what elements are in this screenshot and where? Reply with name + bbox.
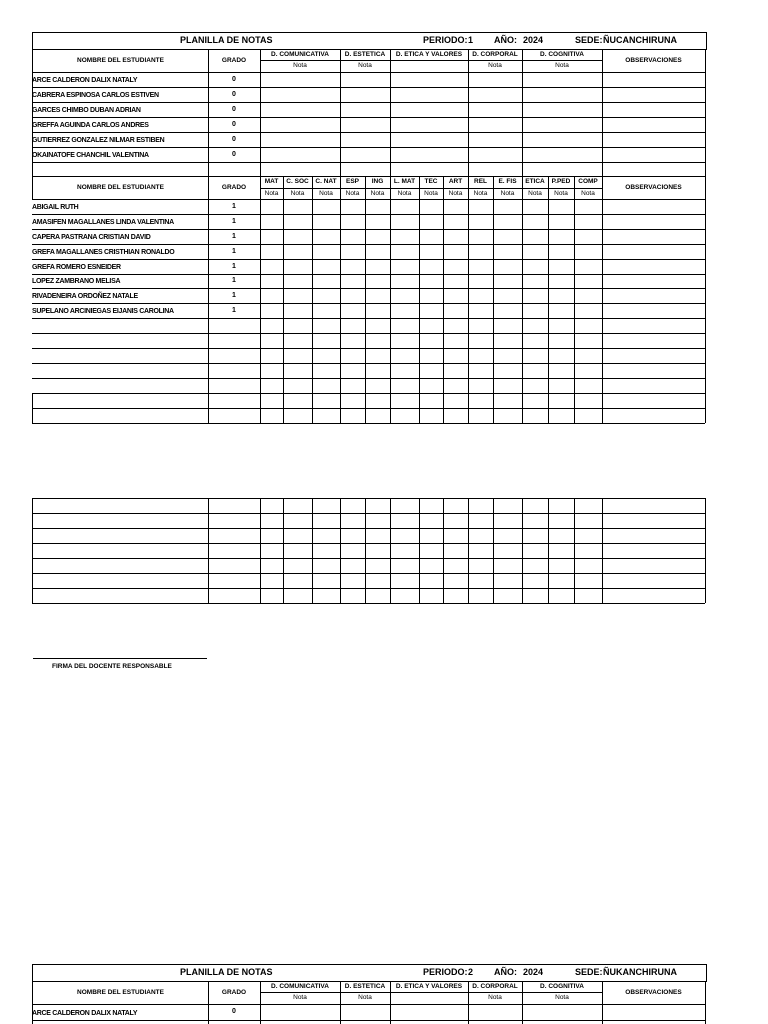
grid-hline	[32, 303, 705, 304]
student-name: GREFFA AGUINDA CARLOS ANDRES	[32, 122, 149, 129]
student-name: GREFA MAGALLANES CRISTHIAN RONALDO	[32, 249, 175, 256]
grid-hline	[260, 60, 602, 61]
grid-vline	[283, 176, 284, 423]
student-grade: 1	[232, 248, 236, 255]
dimension-comunicativa: D. COMUNICATIVA	[271, 983, 329, 991]
dimension-etica: D. ETICA Y VALORES	[395, 983, 463, 991]
student-grade: 0	[232, 151, 236, 158]
grid-vline	[493, 498, 494, 603]
grid-vline	[468, 49, 469, 176]
grid-vline	[468, 498, 469, 603]
observations-header: OBSERVACIONES	[625, 988, 682, 996]
observations-header: OBSERVACIONES	[625, 183, 682, 191]
grid-hline	[260, 188, 602, 189]
subject-etica: ETICA	[525, 178, 545, 186]
grid-vline	[419, 498, 420, 603]
grid-hline	[32, 378, 705, 379]
grid-hline	[32, 132, 705, 133]
grid-vline	[390, 49, 391, 176]
grid-vline	[365, 176, 366, 423]
grid-vline	[32, 393, 33, 423]
student-grade: 1	[232, 277, 236, 284]
nota-comunicativa: Nota	[293, 993, 307, 1001]
nota-label: Nota	[424, 189, 438, 197]
nota-label: Nota	[397, 189, 412, 197]
student-grade: 1	[232, 292, 236, 299]
grid-vline	[602, 49, 603, 176]
grid-vline	[705, 981, 706, 1024]
nota-label: Nota	[264, 189, 279, 197]
grid-vline	[574, 176, 575, 423]
student-name: GARCES CHIMBO DUBAN ADRIAN	[32, 107, 141, 114]
nota-corporal: Nota	[488, 61, 502, 69]
student-name: ARCE CALDERON DALIX NATALY	[32, 1010, 138, 1017]
nota-cognitiva: Nota	[555, 993, 569, 1001]
grid-vline	[32, 498, 33, 603]
student-grade: 0	[232, 121, 236, 128]
grid-vline	[208, 49, 209, 176]
periodo-label: PERIODO:	[423, 35, 468, 45]
student-name: SUPELANO ARCINIEGAS EIJANIS CAROLINA	[32, 308, 174, 315]
grid-hline	[32, 603, 705, 604]
observations-header: OBSERVACIONES	[625, 56, 682, 64]
grid-vline	[312, 498, 313, 603]
grid-hline	[32, 333, 705, 334]
periodo-value: 2	[468, 967, 474, 977]
grid-hline	[32, 558, 705, 559]
signature-label: FIRMA DEL DOCENTE RESPONSABLE	[52, 663, 172, 670]
nota-label: Nota	[319, 189, 333, 197]
grid-hline	[32, 363, 705, 364]
subject-art: ART	[448, 178, 463, 186]
nota-estetica: Nota	[358, 993, 372, 1001]
grid-hline	[32, 162, 705, 163]
student-name-header: NOMBRE DEL ESTUDIANTE	[77, 56, 164, 64]
nota-label: Nota	[290, 189, 305, 197]
student-grade: 1	[232, 203, 236, 210]
nota-label: Nota	[345, 189, 360, 197]
subject-lmat: L. MAT	[393, 178, 416, 186]
student-grade: 0	[232, 76, 236, 83]
nota-estetica: Nota	[358, 61, 372, 69]
grid-vline	[443, 176, 444, 423]
grid-vline	[208, 176, 209, 423]
grid-vline	[705, 49, 706, 176]
student-name: GUTIERREZ GONZALEZ NILMAR ESTIBEN	[32, 137, 165, 144]
grid-vline	[468, 176, 469, 423]
student-name: CABRERA ESPINOSA CARLOS ESTIVEN	[32, 92, 159, 99]
subject-tec: TEC	[424, 178, 438, 186]
grid-hline	[32, 528, 705, 529]
anio-label: AÑO:	[494, 35, 517, 45]
grid-hline	[32, 573, 705, 574]
dimension-etica: D. ETICA Y VALORES	[395, 51, 463, 59]
student-grade: 1	[232, 307, 236, 314]
nota-cognitiva: Nota	[555, 61, 569, 69]
sede-label: SEDE:	[575, 35, 603, 45]
dimension-corporal: D. CORPORAL	[472, 983, 518, 991]
student-grade: 0	[232, 91, 236, 98]
student-name: ABIGAIL RUTH	[32, 204, 79, 211]
nota-label: Nota	[370, 189, 385, 197]
grid-hline	[32, 259, 705, 260]
grid-hline	[32, 1020, 705, 1021]
grid-vline	[365, 498, 366, 603]
grid-vline	[522, 176, 523, 423]
grid-hline	[32, 274, 705, 275]
grid-hline	[32, 393, 705, 394]
periodo-value: 1	[468, 35, 474, 45]
dimension-comunicativa: D. COMUNICATIVA	[271, 51, 329, 59]
grid-vline	[32, 176, 33, 200]
grid-hline	[32, 1004, 705, 1005]
grid-hline	[32, 199, 705, 200]
student-grade: 1	[232, 218, 236, 225]
grid-hline	[32, 244, 705, 245]
student-name: ARCE CALDERON DALIX NATALY	[32, 77, 138, 84]
subject-csoc: C. SOC	[286, 178, 309, 186]
subject-efis: E. FIS	[498, 178, 517, 186]
nota-label: Nota	[448, 189, 463, 197]
grid-vline	[340, 498, 341, 603]
grid-vline	[390, 498, 391, 603]
grid-vline	[260, 49, 261, 176]
grid-vline	[602, 176, 603, 423]
grid-vline	[340, 49, 341, 176]
grid-vline	[522, 498, 523, 603]
subject-mat: MAT	[264, 178, 279, 186]
grid-vline	[548, 176, 549, 423]
nota-label: Nota	[528, 189, 542, 197]
nota-label: Nota	[473, 189, 488, 197]
student-grade: 0	[232, 136, 236, 143]
student-name: RIVADENEIRA ORDOÑEZ NATALE	[32, 293, 138, 300]
subject-cnat: C. NAT	[315, 178, 337, 186]
grid-hline	[32, 498, 705, 499]
sede-label: SEDE:	[575, 967, 603, 977]
subject-rel: REL	[474, 178, 487, 186]
grid-vline	[443, 498, 444, 603]
student-name: OKAINATOFE CHANCHIL VALENTINA	[32, 152, 149, 159]
grid-vline	[208, 498, 209, 603]
nota-comunicativa: Nota	[293, 61, 307, 69]
grid-hline	[32, 348, 705, 349]
grid-hline	[32, 423, 705, 424]
periodo-label: PERIODO:	[423, 967, 468, 977]
nota-label: Nota	[554, 189, 568, 197]
grid-hline	[32, 513, 705, 514]
grid-hline	[32, 214, 705, 215]
grade-header: GRADO	[221, 56, 247, 64]
nota-label: Nota	[581, 189, 595, 197]
student-grade: 1	[232, 233, 236, 240]
dimension-cognitiva: D. COGNITIVA	[540, 983, 584, 991]
grid-hline	[32, 49, 705, 50]
grade-header: GRADO	[221, 183, 247, 191]
grid-vline	[522, 49, 523, 176]
grid-vline	[260, 498, 261, 603]
subject-ing: ING	[371, 178, 384, 186]
student-grade: 1	[232, 263, 236, 270]
grid-vline	[260, 176, 261, 423]
grid-hline	[32, 588, 705, 589]
grid-vline	[283, 498, 284, 603]
dimension-estetica: D. ESTETICA	[344, 51, 386, 59]
sheet-title: PLANILLA DE NOTAS	[180, 967, 273, 977]
grid-vline	[312, 176, 313, 423]
grid-hline	[32, 318, 705, 319]
subject-esp: ESP	[345, 178, 359, 186]
grid-vline	[705, 176, 706, 423]
nota-corporal: Nota	[488, 993, 502, 1001]
student-name: GREFA ROMERO ESNEIDER	[32, 264, 121, 271]
student-name: CAPERA PASTRANA CRISTIAN DAVID	[32, 234, 151, 241]
student-name: LOPEZ ZAMBRANO MELISA	[32, 278, 121, 285]
student-name-header: NOMBRE DEL ESTUDIANTE	[77, 988, 164, 996]
student-name: AMASIFEN MAGALLANES LINDA VALENTINA	[32, 219, 174, 226]
grid-vline	[32, 49, 33, 176]
grade-header: GRADO	[221, 988, 247, 996]
grid-vline	[548, 498, 549, 603]
grid-vline	[574, 498, 575, 603]
grid-vline	[340, 176, 341, 423]
grid-vline	[493, 176, 494, 423]
grid-hline	[32, 102, 705, 103]
dimension-cognitiva: D. COGNITIVA	[540, 51, 584, 59]
subject-pped: P.PED	[551, 178, 571, 186]
student-grade: 0	[232, 1008, 236, 1015]
anio-label: AÑO:	[494, 967, 517, 977]
sheet-title: PLANILLA DE NOTAS	[180, 35, 273, 45]
grid-hline	[32, 147, 705, 148]
grid-hline	[32, 408, 705, 409]
grid-hline	[32, 176, 705, 177]
grid-hline	[32, 229, 705, 230]
grid-hline	[32, 72, 705, 73]
grid-hline	[32, 543, 705, 544]
student-grade: 0	[232, 106, 236, 113]
nota-label: Nota	[500, 189, 515, 197]
dimension-estetica: D. ESTETICA	[344, 983, 386, 991]
grid-hline	[32, 87, 705, 88]
anio-value: 2024	[523, 967, 544, 977]
grid-vline	[390, 176, 391, 423]
grid-hline	[32, 288, 705, 289]
sede-value: ÑUCANCHIRUNA	[603, 35, 677, 45]
grid-vline	[705, 498, 706, 603]
student-name-header: NOMBRE DEL ESTUDIANTE	[77, 183, 164, 191]
grid-hline	[32, 117, 705, 118]
anio-value: 2024	[523, 35, 544, 45]
sede-value: ÑUKANCHIRUNA	[603, 967, 677, 977]
signature-line	[33, 658, 207, 659]
grid-vline	[602, 498, 603, 603]
subject-comp: COMP	[578, 178, 598, 186]
grid-vline	[419, 176, 420, 423]
dimension-corporal: D. CORPORAL	[472, 51, 518, 59]
